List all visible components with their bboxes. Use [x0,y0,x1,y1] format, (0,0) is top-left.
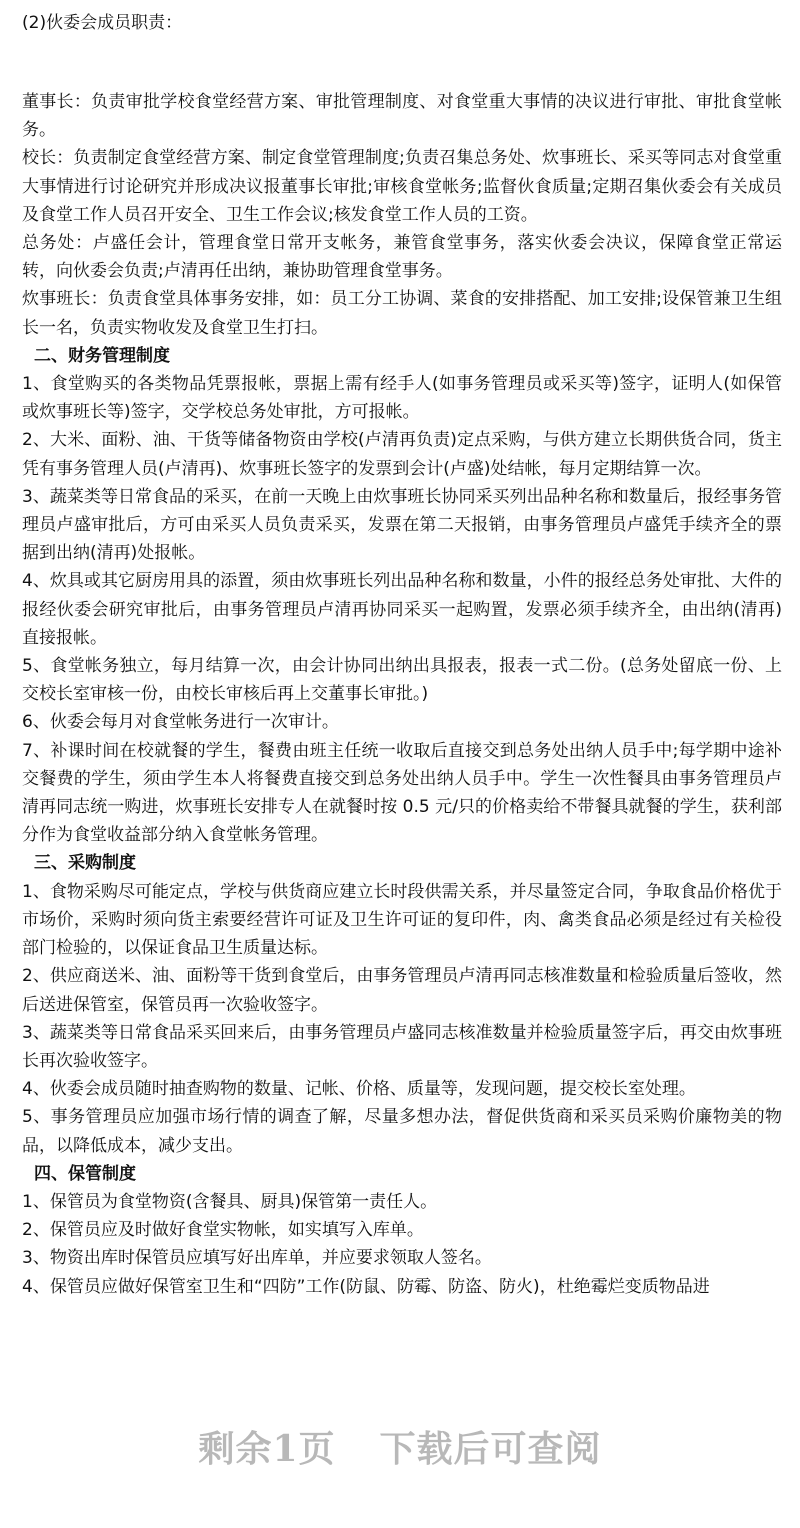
list-item: 1、食堂购买的各类物品凭票报帐，票据上需有经手人(如事务管理员或采买等)签字，证明人(如保管或炊事班长等)签字，交学校总务处审批，方可报帐。 [22,374,782,423]
list-item: 2、大米、面粉、油、干货等储备物资由学校(卢清再负责)定点采购，与供方建立长期供货合同，货主凭有事务管理人员(卢清再)、炊事班长签字的发票到会计(卢盛)处结帐，每月定期结算一次。 [22,430,782,479]
section-title-procurement: 三、采购制度 [34,853,136,874]
section-title-finance: 二、财务管理制度 [34,345,170,366]
list-item: 4、保管员应做好保管室卫生和“四防”工作(防鼠、防霉、防盗、防火)，杜绝霉烂变质物品进 [22,1276,710,1297]
list-item: 1、食物采购尽可能定点，学校与供货商应建立长时段供需关系，并尽量签定合同，争取食品价格优于市场价，采购时须向货主索要经营许可证及卫生许可证的复印件，肉、禽类食品必须是经过有关检役部门检验的，以保证食品卫生质量达标。 [22,881,782,959]
list-item: 4、伙委会成员随时抽查购物的数量、记帐、价格、质量等，发现问题，提交校长室处理。 [22,1079,696,1100]
list-item: 3、蔬菜类等日常食品的采买，在前一天晚上由炊事班长协同采买列出品种名称和数量后，报经事务管理员卢盛审批后，方可由采买人员负责采买，发票在第二天报销，由事务管理员卢盛凭手续齐全的票据到出纳(清再)处报帐。 [22,486,782,564]
paragraph-kitchen-head: 炊事班长：负责食堂具体事务安排，如：员工分工协调、菜食的安排搭配、加工安排;设保管兼卫生组长一名，负责实物收发及食堂卫生打扫。 [22,289,782,338]
list-item: 3、蔬菜类等日常食品采买回来后，由事务管理员卢盛同志核准数量并检验质量签字后，再交由炊事班长再次验收签字。 [22,1022,782,1071]
list-item: 1、保管员为食堂物资(含餐具、厨具)保管第一责任人。 [22,1191,438,1212]
list-item: 7、补课时间在校就餐的学生，餐费由班主任统一收取后直接交到总务处出纳人员手中;每学期中途补交餐费的学生，须由学生本人将餐费直接交到总务处出纳人员手中。学生一次性餐具由事务管理员卢清再同志统一购进，炊事班长安排专人在就餐时按 0.5 元/只的价格卖给不带餐具就餐的学生，获利部分作为食堂收益部分纳入食堂帐务管理。 [22,740,782,846]
list-item: 4、炊具或其它厨房用具的添置，须由炊事班长列出品种名称和数量，小件的报经总务处审批、大件的报经伙委会研究审批后，由事务管理员卢清再协同采买一起购置，发票必须手续齐全，由出纳(清再)直接报帐。 [22,571,782,648]
list-item: 6、伙委会每月对食堂帐务进行一次审计。 [22,712,339,733]
paragraph-chairman: 董事长：负责审批学校食堂经营方案、审批管理制度、对食堂重大事情的决议进行审批、审批食堂帐务。 [22,92,782,141]
document-body [22,88,782,1301]
list-item: 3、物资出库时保管员应填写好出库单，并应要求领取人签名。 [22,1248,492,1269]
list-item: 5、食堂帐务独立，每月结算一次，由会计协同出纳出具报表，报表一式二份。(总务处留底一份、上交校长室审核一份，由校长审核后再上交董事长审批。) [22,656,782,705]
paragraph-general-affairs: 总务处：卢盛任会计，管理食堂日常开支帐务，兼管食堂事务，落实伙委会决议，保障食堂正常运转，向伙委会负责;卢清再任出纳，兼协助管理食堂事务。 [22,233,782,282]
download-to-view-label: 下载后可查阅 [379,1428,602,1470]
list-item: 2、保管员应及时做好食堂实物帐，如实填写入库单。 [22,1220,424,1241]
list-item: 5、事务管理员应加强市场行情的调查了解，尽量多想办法，督促供货商和采买员采购价廉物美的物品，以降低成本，减少支出。 [22,1107,782,1156]
subheading: (2)伙委会成员职责： [22,13,183,33]
section-title-storage: 四、保管制度 [34,1163,136,1184]
remaining-pages-label: 剩余1页 [198,1428,336,1470]
download-prompt[interactable] [0,1424,800,1474]
list-item: 2、供应商送米、油、面粉等干货到食堂后，由事务管理员卢清再同志核准数量和检验质量后签收，然后送进保管室，保管员再一次验收签字。 [22,966,782,1015]
paragraph-principal: 校长：负责制定食堂经营方案、制定食堂管理制度;负责召集总务处、炊事班长、采买等同志对食堂重大事情进行讨论研究并形成决议报董事长审批;审核食堂帐务;监督伙食质量;定期召集伙委会有关成员及食堂工作人员召开安全、卫生工作会议;核发食堂工作人员的工资。 [22,148,782,225]
